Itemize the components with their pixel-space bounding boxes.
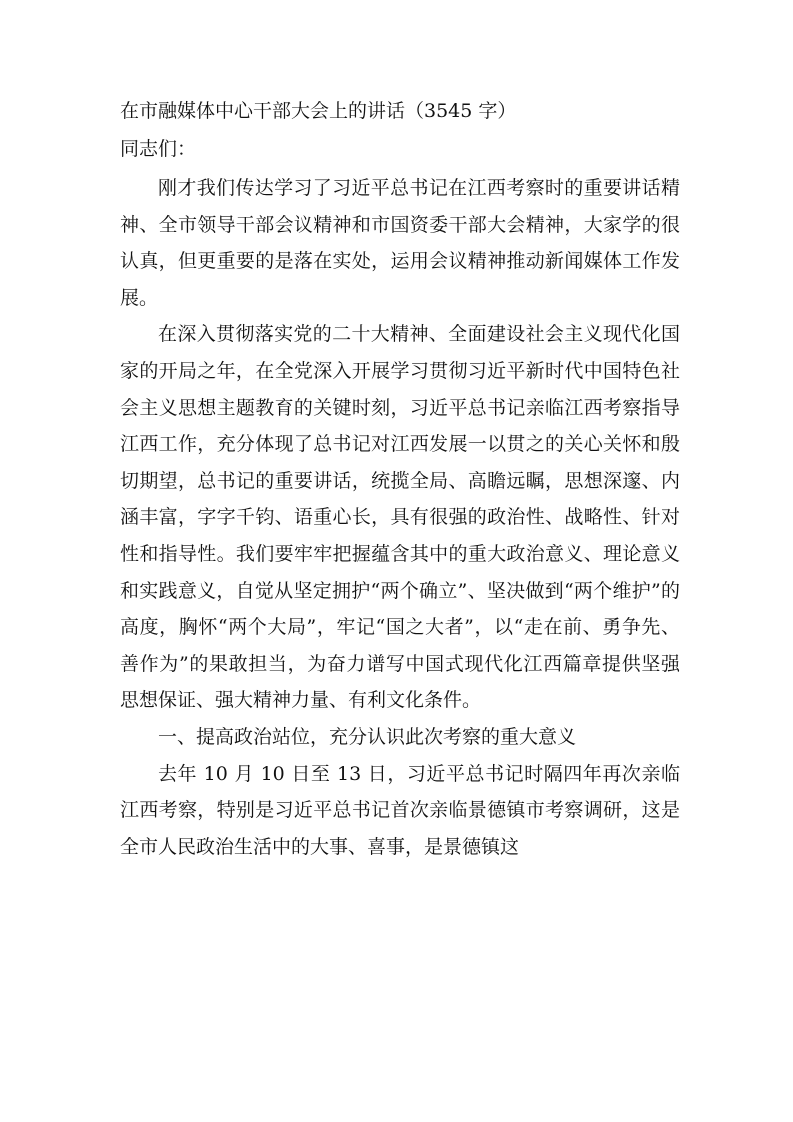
section-paragraph: 去年 10 月 10 日至 13 日，习近平总书记时隔四年再次亲临江西考察，特别是习近平总书记首次亲临景德镇市考察调研，这是全市人民政治生活中的大事、喜事，是景德镇这 [120, 762, 680, 858]
greeting: 同志们： [120, 138, 197, 160]
section-heading: 一、提高政治站位，充分认识此次考察的重大意义 [158, 725, 577, 748]
document-page [120, 92, 680, 865]
document-title: 在市融媒体中心干部大会上的讲话（3545 字） [120, 100, 517, 122]
paragraph-1: 刚才我们传达学习了习近平总书记在江西考察时的重要讲话精神、全市领导干部会议精神和市国资委干部大会精神，大家学的很认真，但更重要的是落在实处，运用会议精神推动新闻媒体工作发展。 [120, 177, 680, 309]
paragraph-2: 在深入贯彻落实党的二十大精神、全面建设社会主义现代化国家的开局之年，在全党深入开展学习贯彻习近平新时代中国特色社会主义思想主题教育的关键时刻，习近平总书记亲临江西考察指导江西工作，充分体现了总书记对江西发展一以贯之的关心关怀和殷切期望，总书记的重要讲话，统揽全局、高瞻远瞩，思想深邃、内涵丰富，字字千钧、语重心长，具有很强的政治性、战略性、针对性和指导性。我们要牢牢把握蕴含其中的重大政治意义、理论意义和实践意义，自觉从坚定拥护“两个确立”、坚决做到“两个维护”的高度，胸怀“两个大局”，牢记“国之大者”，以“走在前、勇争先、善作为”的果敢担当，为奋力谱写中国式现代化江西篇章提供坚强思想保证、强大精神力量、有利文化条件。 [120, 323, 680, 712]
